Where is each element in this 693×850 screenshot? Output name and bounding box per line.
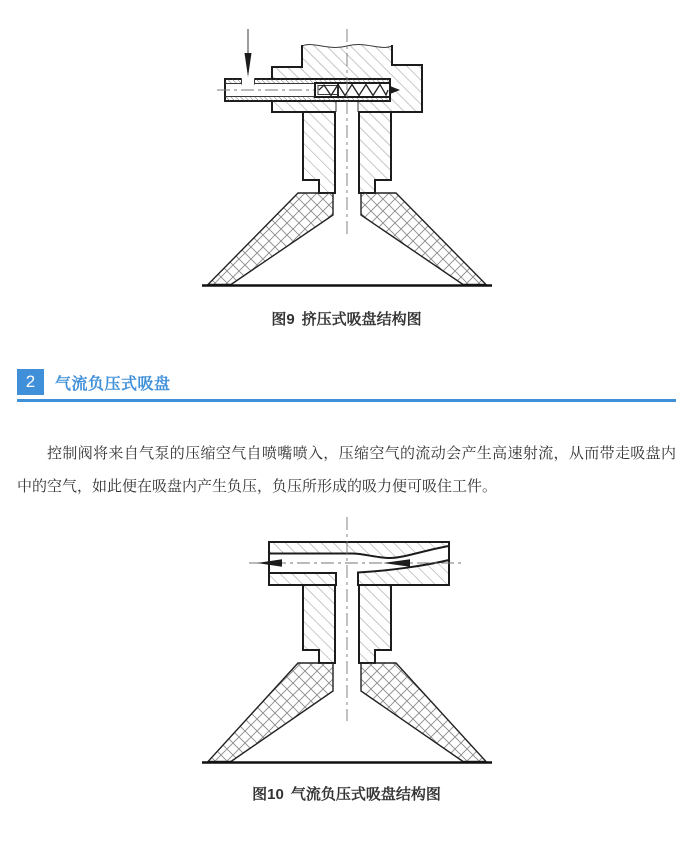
figure9-drawing — [197, 25, 497, 295]
figure9-caption — [0, 309, 693, 330]
figure10-caption — [0, 784, 693, 805]
figure10-caption-title: 气流负压式吸盘结构图 — [290, 786, 441, 803]
press-down-arrow-icon — [244, 29, 251, 77]
section-header — [17, 369, 676, 402]
inlet-port — [241, 78, 254, 85]
venturi-body — [269, 542, 449, 663]
figure9-caption-title: 挤压式吸盘结构图 — [301, 311, 422, 328]
section-number-badge: 2 — [17, 369, 44, 395]
article-page — [0, 25, 693, 850]
figure9-caption-label: 图9 — [271, 311, 295, 328]
body-paragraph: 控制阀将来自气泵的压缩空气自喷嘴喷入，压缩空气的流动会产生高速射流，从而带走吸盘内中的空气，如此便在吸盘内产生负压，负压所形成的吸力便可吸住工件。 — [17, 445, 676, 495]
section-title: 气流负压式吸盘 — [55, 375, 171, 393]
figure-10 — [0, 515, 693, 805]
figure-9 — [0, 25, 693, 330]
figure10-caption-label: 图10 — [252, 786, 284, 803]
squeeze-tube — [217, 78, 400, 101]
figure10-drawing — [197, 515, 497, 767]
